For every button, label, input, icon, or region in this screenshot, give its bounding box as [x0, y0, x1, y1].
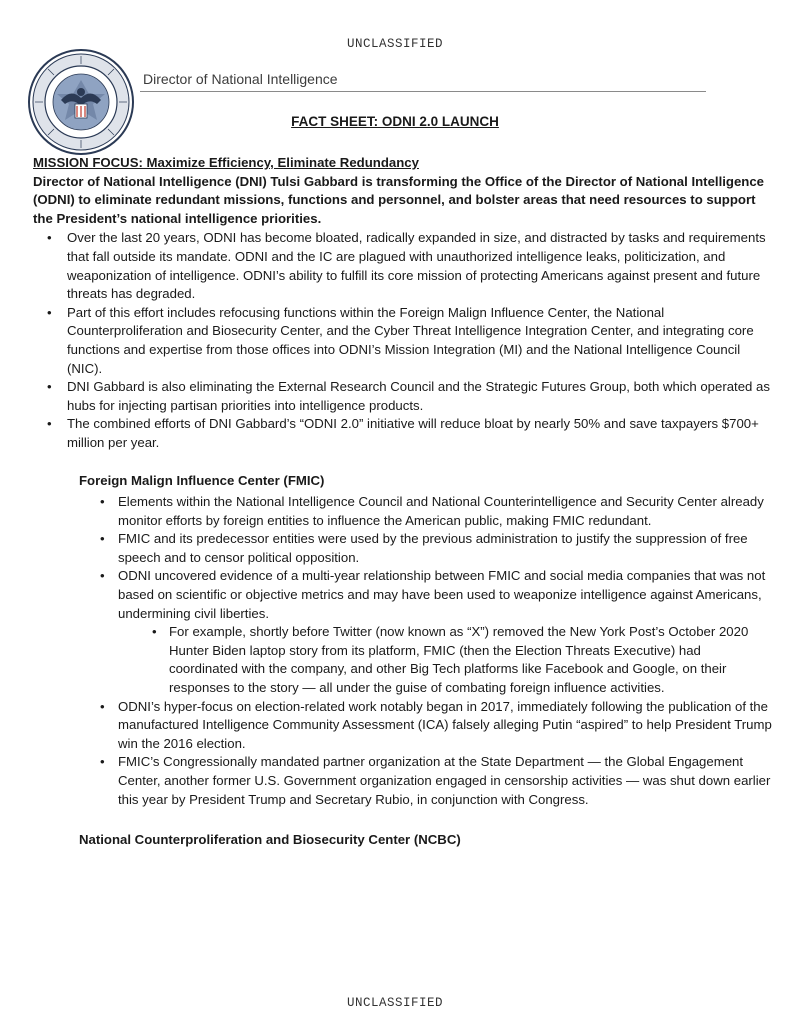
- mission-intro: Director of National Intelligence (DNI) Tulsi Gabbard is transforming the Office of the Director of National Intelligence (ODNI) to eliminate redundant missions, functions and personnel, and bolster areas that need resources to support the President’s national intelligence priorities.: [33, 173, 765, 226]
- document-body: [33, 154, 773, 853]
- ncbc-heading: National Counterproliferation and Biosecurity Center (NCBC): [79, 832, 461, 848]
- list-item: • The combined efforts of DNI Gabbard’s “ODNI 2.0” initiative will reduce bloat by nearly 50% and save taxpayers $700+ million per year.: [33, 415, 773, 452]
- fmic-sub-bullet-list: [118, 623, 773, 697]
- fmic-section: [79, 472, 773, 810]
- list-item: • Part of this effort includes refocusing functions within the Foreign Malign Influence Center, the National Counterproliferation and Biosecurity Center, and the Cyber Threat Intelligence Integration Center, and integrating core functions and expertise from those offices into ODNI’s Mission Integration (MI) and the National Intelligence Council (NIC).: [33, 304, 773, 378]
- page-title: FACT SHEET: ODNI 2.0 LAUNCH: [291, 114, 499, 129]
- list-item: • FMIC and its predecessor entities were used by the previous administration to justify the suppression of free speech and to censor political opposition.: [79, 530, 773, 567]
- header-divider: [140, 91, 706, 92]
- mission-bullet-list: [33, 229, 773, 452]
- ncbc-section: [79, 831, 773, 850]
- mission-heading: MISSION FOCUS: Maximize Efficiency, Eliminate Redundancy: [33, 155, 419, 170]
- list-item: • DNI Gabbard is also eliminating the External Research Council and the Strategic Futures Group, both which operated as hubs for injecting partisan priorities into intelligence products.: [33, 378, 773, 415]
- list-item: • FMIC’s Congressionally mandated partner organization at the State Department — the Global Engagement Center, another former U.S. Government organization engaged in censorship activities — was shut down earlier this year by President Trump and Secretary Rubio, in conjunction with Congress.: [79, 753, 773, 809]
- classification-banner-top: UNCLASSIFIED: [346, 37, 443, 51]
- odni-seal-icon: [27, 48, 135, 156]
- sub-list-item: • For example, shortly before Twitter (now known as “X”) removed the New York Post’s October 2020 Hunter Biden laptop story from its platform, FMIC (then the Election Threats Executive) had coordinated with the company, and other Big Tech platforms like Facebook and Google, on their responses to the story — all under the guise of combating foreign influence activities.: [118, 623, 773, 697]
- fmic-heading: Foreign Malign Influence Center (FMIC): [79, 472, 325, 488]
- list-item: • ODNI’s hyper-focus on election-related work notably began in 2017, immediately following the publication of the manufactured Intelligence Community Assessment (ICA) falsely alleging Putin “aspired” to help President Trump win the 2016 election.: [79, 698, 773, 754]
- list-item: • Elements within the National Intelligence Council and National Counterintelligence and Security Center already monitor efforts by foreign entities to influence the American public, making FMIC redundant.: [79, 493, 773, 530]
- fmic-bullet-list: [79, 493, 773, 809]
- classification-banner-bottom: UNCLASSIFIED: [346, 996, 443, 1010]
- list-item: [79, 567, 773, 697]
- list-item: • Over the last 20 years, ODNI has become bloated, radically expanded in size, and distracted by tasks and requirements that fall outside its mandate. ODNI and the IC are plagued with unauthorized intelligence leaks, politicization, and weaponization of intelligence. ODNI’s ability to fulfill its core mission of protecting Americans against present and future threats has degraded.: [33, 229, 773, 303]
- list-item-text: ODNI uncovered evidence of a multi-year relationship between FMIC and social media companies that was not based on scientific or objective metrics and may have been used to weaponize intelligence against Americans, undermining civil liberties.: [118, 568, 766, 621]
- agency-name: Director of National Intelligence: [143, 71, 338, 87]
